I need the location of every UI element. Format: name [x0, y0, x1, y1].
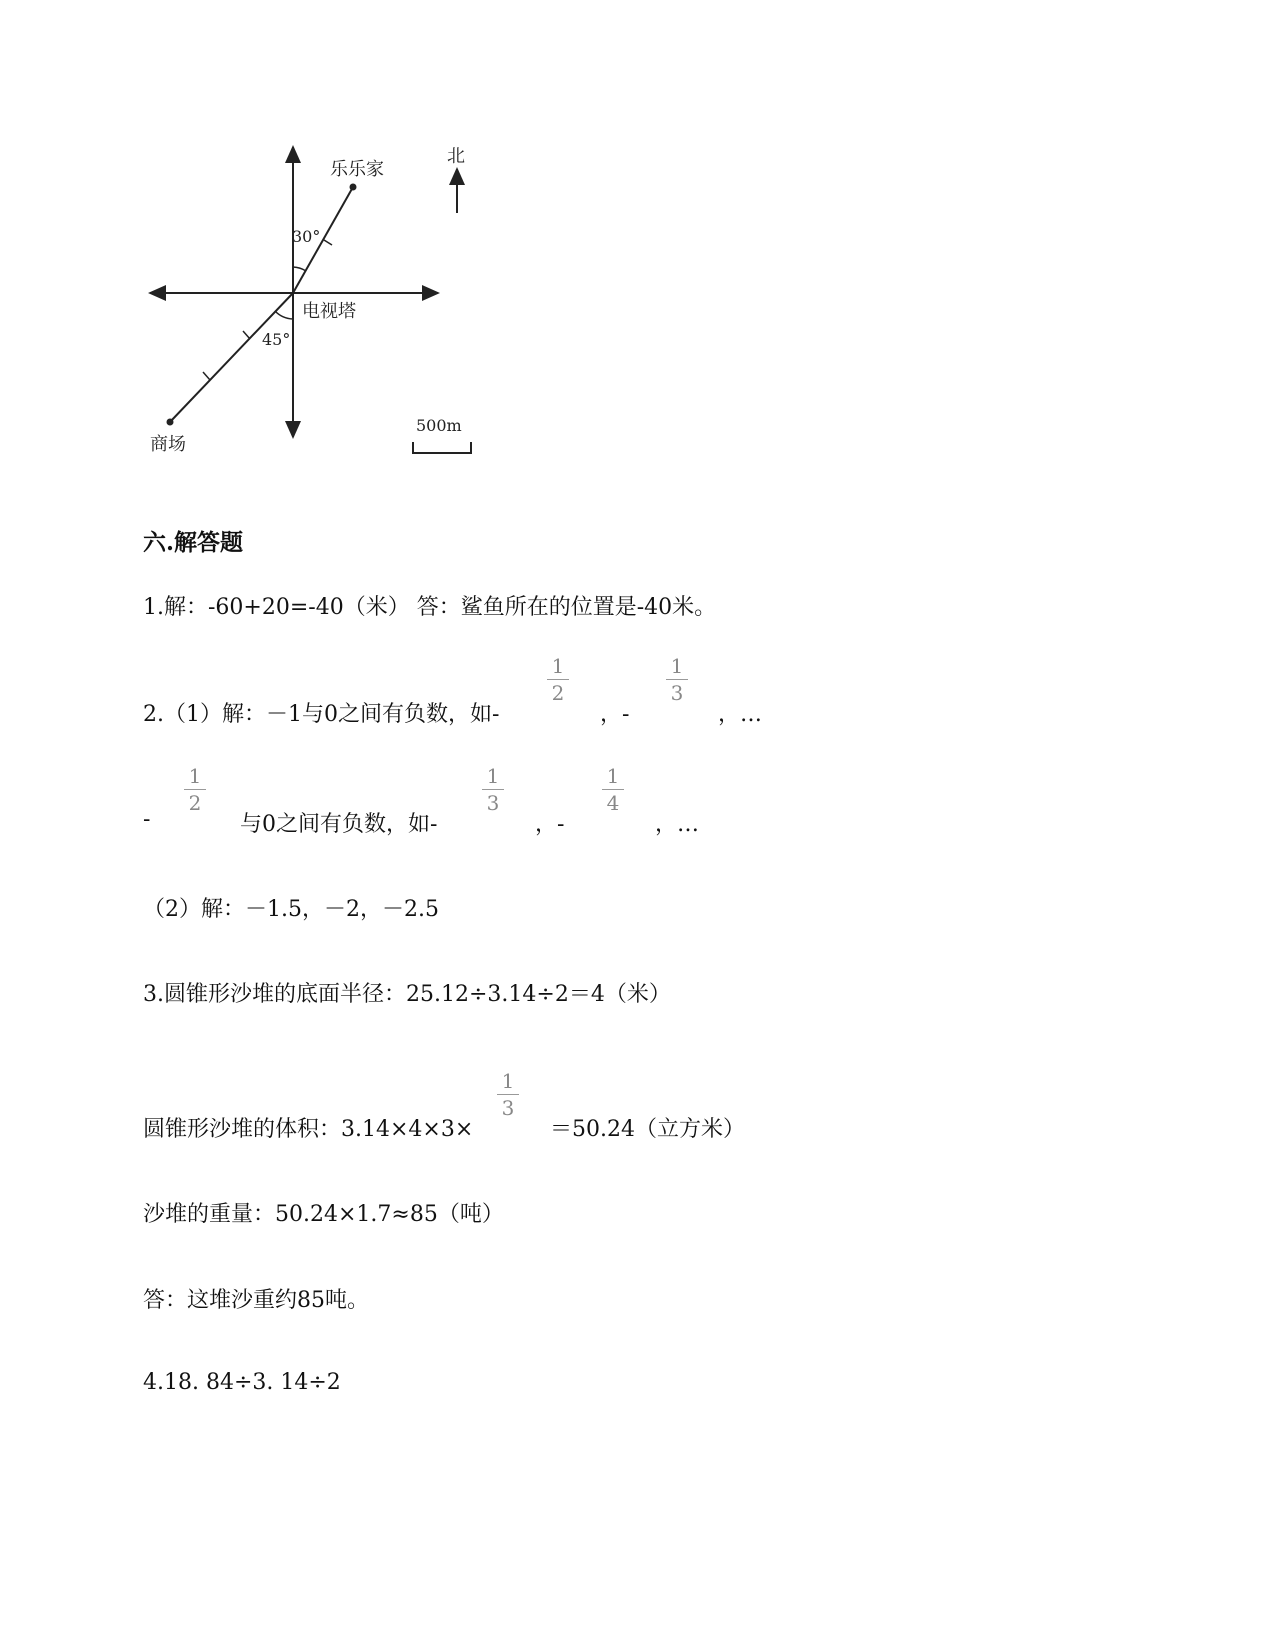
angle-label-bottom: 45°: [262, 330, 291, 349]
scale-label: 500m: [416, 416, 462, 435]
fraction-one-quarter: 1 4: [602, 765, 624, 814]
mall-label: 商场: [150, 434, 186, 455]
answer-3-line-1: 3.圆锥形沙堆的底面半径：25.12÷3.14÷2＝4（米）: [143, 982, 671, 1007]
answer-4: 4.18. 84÷3. 14÷2: [143, 1370, 341, 1395]
angle-arc-bottom: [275, 311, 293, 319]
answer-2-line-1-tail: ，…: [718, 702, 763, 727]
direction-diagram: [140, 135, 500, 480]
answer-2-line-2-tail: ，…: [655, 812, 700, 837]
answer-2-line-2-sep: ，-: [535, 812, 565, 837]
answer-3-line-2-prefix: 圆锥形沙堆的体积：3.14×4×3×: [143, 1117, 474, 1142]
answer-2-line-1-prefix: 2.（1）解：－1与0之间有负数，如-: [143, 702, 500, 727]
tick-home: [324, 240, 332, 245]
answer-3-line-2-suffix: ＝50.24（立方米）: [550, 1117, 745, 1142]
mall-point: [167, 419, 174, 426]
tick-mall-1: [243, 331, 250, 339]
answer-3-line-3: 沙堆的重量：50.24×1.7≈85（吨）: [143, 1202, 504, 1227]
tower-label: 电视塔: [302, 301, 356, 322]
fraction-one-third: 1 3: [666, 655, 688, 704]
answer-2-line-1-sep: ，-: [600, 702, 630, 727]
north-label: 北: [447, 146, 465, 167]
answer-2-line-2-minus: -: [143, 807, 151, 832]
home-point: [350, 184, 357, 191]
fraction-one-half-b: 1 2: [184, 765, 206, 814]
home-label: 乐乐家: [330, 159, 384, 180]
answer-3-answer: 答：这堆沙重约85吨。: [143, 1288, 369, 1313]
tick-mall-2: [203, 372, 210, 380]
section-title: 六.解答题: [143, 529, 244, 556]
fraction-one-half: 1 2: [547, 655, 569, 704]
answer-2-part-2: （2）解：－1.5，－2，－2.5: [143, 897, 439, 922]
scale-bar: [413, 442, 471, 453]
line-to-mall: [170, 293, 293, 422]
fraction-one-third-b: 1 3: [482, 765, 504, 814]
angle-arc-top: [293, 267, 306, 271]
answer-2-line-2-mid: 与0之间有负数，如-: [240, 812, 438, 837]
angle-label-top: 30°: [292, 227, 321, 246]
answer-1: 1.解：-60+20=-40（米） 答：鲨鱼所在的位置是-40米。: [143, 595, 717, 620]
fraction-one-third-c: 1 3: [497, 1070, 519, 1119]
